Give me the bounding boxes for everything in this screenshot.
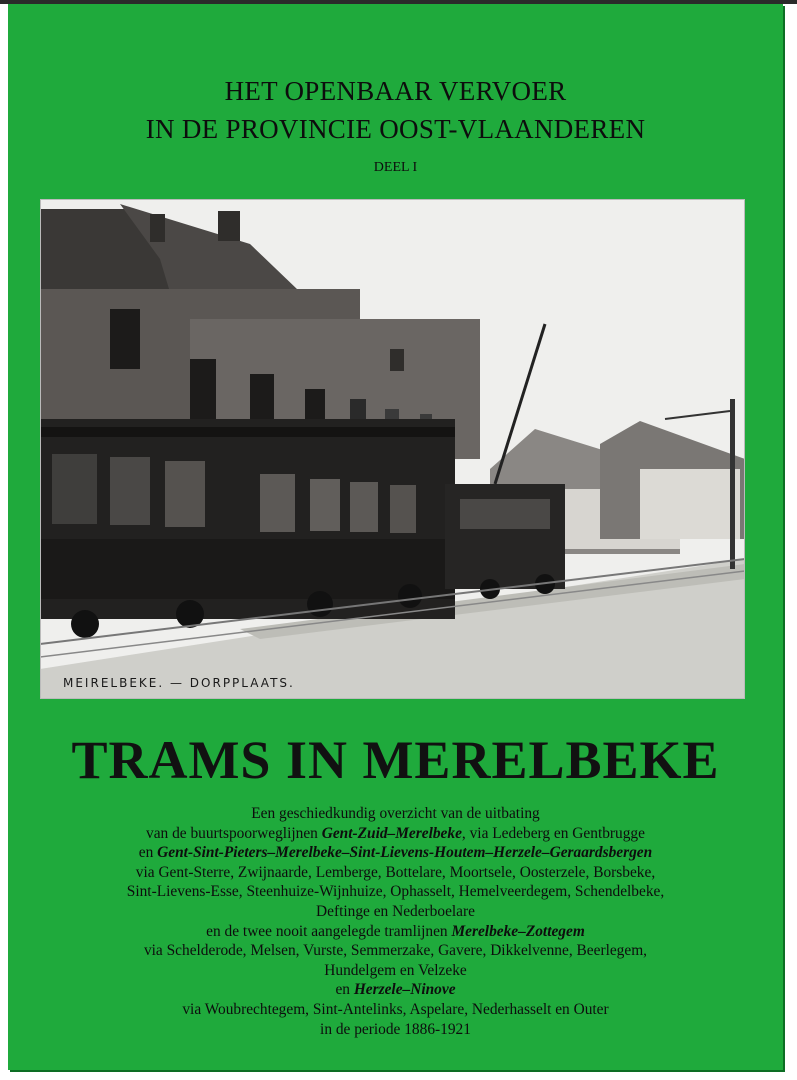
desc-line-9: Hundelgem en Velzeke (324, 961, 467, 979)
series-title-line2: IN DE PROVINCIE OOST-VLAANDEREN (145, 114, 646, 144)
route-gent-sint-pieters-geraardsbergen: Gent-Sint-Pieters–Merelbeke–Sint-Lievens-Houtem–Herzele–Geraardsbergen (157, 844, 653, 862)
desc-line-11: via Woubrechtegem, Sint-Antelinks, Aspelare, Nederhasselt en Outer (182, 1000, 609, 1018)
volume-label: DEEL I (373, 160, 418, 175)
description (28, 804, 763, 1039)
desc-line-12: in de periode 1886-1921 (320, 1020, 471, 1038)
desc-line-6: Deftinge en Nederboelare (316, 902, 475, 920)
route-merelbeke-zottegem: Merelbeke–Zottegem (451, 922, 585, 940)
desc-line-2: van de buurtspoorweglijnen Gent-Zuid–Merelbeke, via Ledeberg en Gentbrugge (146, 824, 645, 842)
book-cover (8, 4, 783, 1070)
book-title: TRAMS IN MERELBEKE (71, 730, 720, 790)
cover-photo (40, 199, 745, 699)
route-herzele-ninove: Herzele–Ninove (353, 981, 456, 999)
desc-line-1: Een geschiedkundig overzicht van de uitbating (251, 805, 540, 822)
desc-line-8: via Schelderode, Melsen, Vurste, Semmerzake, Gavere, Dikkelvenne, Beerlegem, (143, 942, 648, 960)
series-title-line1: HET OPENBAAR VERVOER (224, 76, 567, 106)
photo-caption: MEIRELBEKE. — DORPPLAATS. (63, 676, 295, 690)
desc-line-5: Sint-Lievens-Esse, Steenhuize-Wijnhuize, Ophasselt, Hemelveerdegem, Schendelbeke, (126, 883, 665, 901)
route-gent-zuid-merelbeke: Gent-Zuid–Merelbeke (321, 824, 462, 842)
desc-line-4: via Gent-Sterre, Zwijnaarde, Lemberge, Bottelare, Moortsele, Oosterzele, Borsbeke, (135, 863, 656, 881)
desc-line-7: en de twee nooit aangelegde tramlijnen Merelbeke–Zottegem (206, 922, 585, 940)
desc-line-3: en Gent-Sint-Pieters–Merelbeke–Sint-Lievens-Houtem–Herzele–Geraardsbergen (138, 844, 653, 862)
tram-photo-illustration (40, 199, 745, 699)
desc-line-10: en Herzele–Ninove (335, 981, 456, 999)
